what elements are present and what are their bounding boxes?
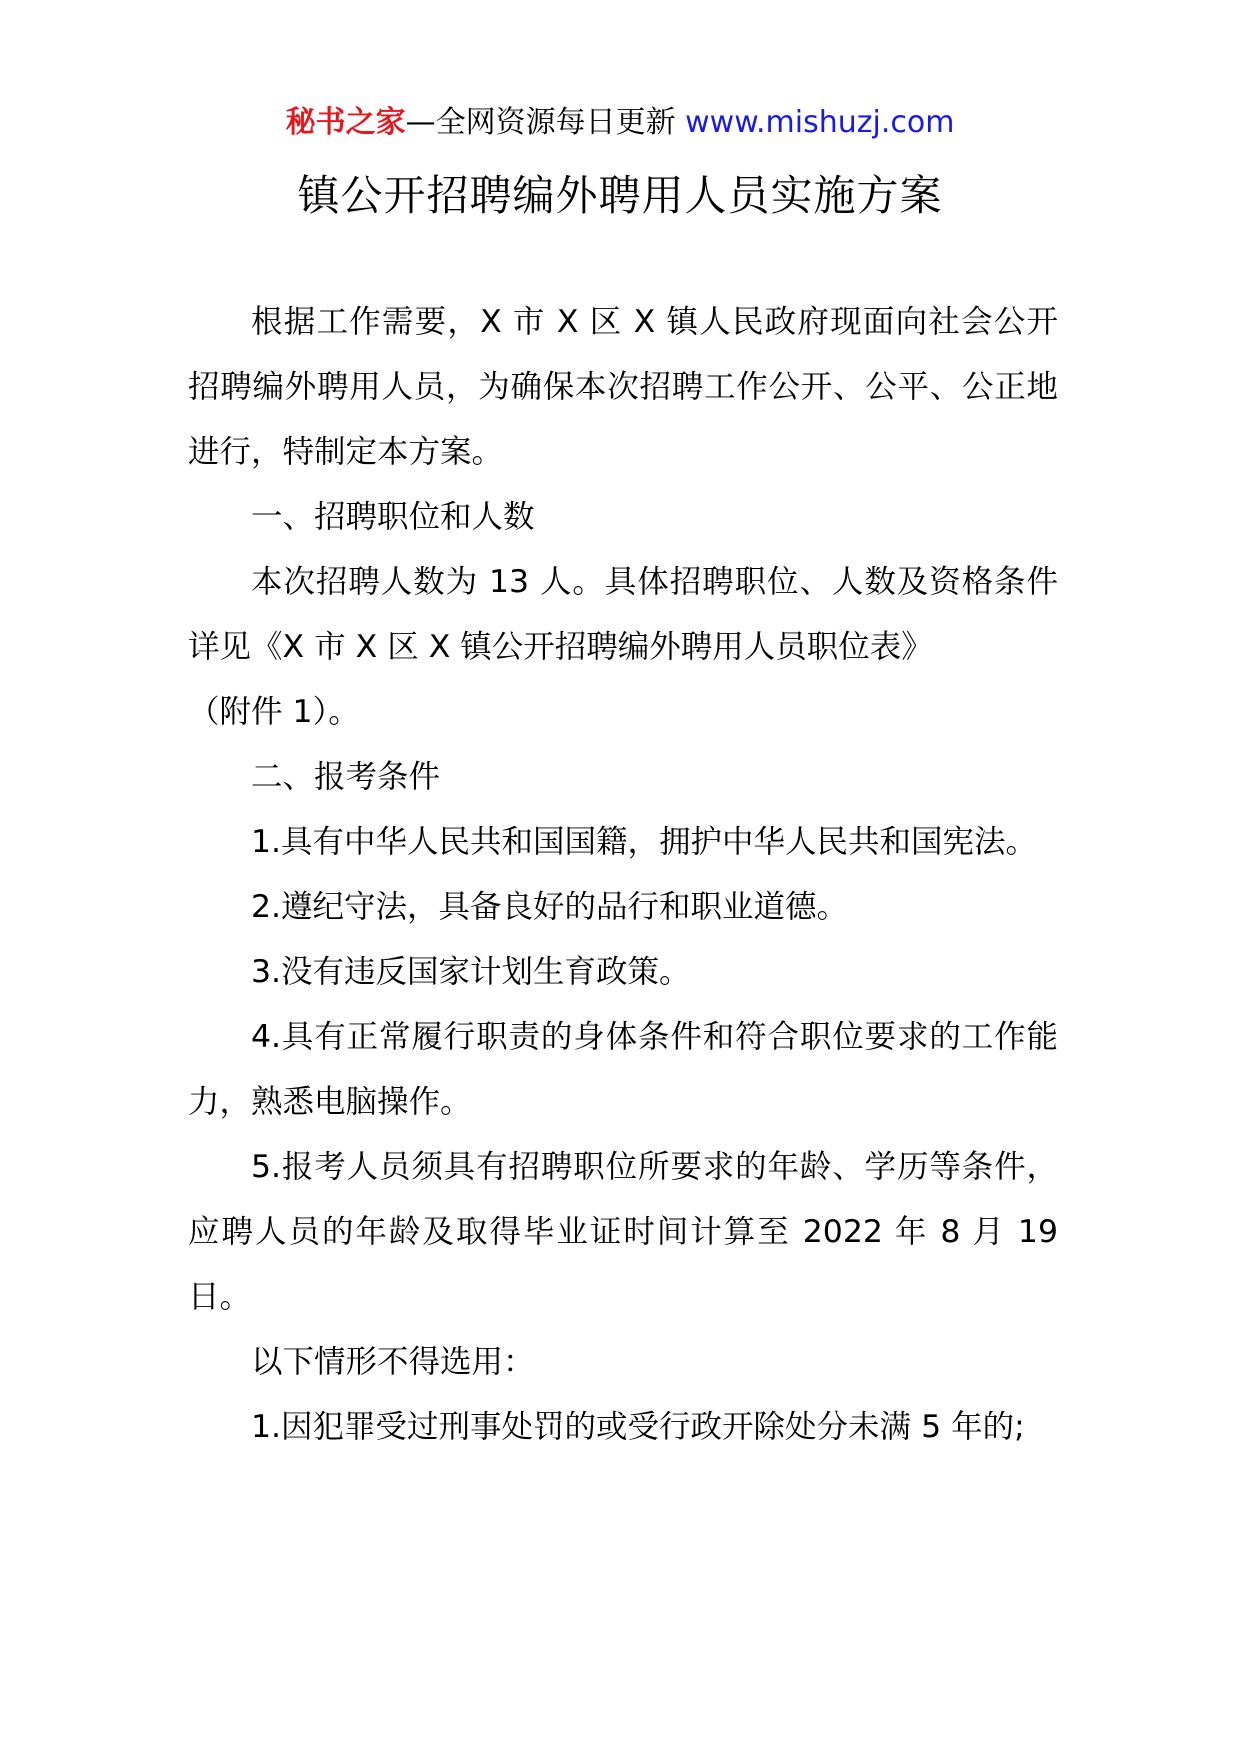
requirement-item-5: 5.报考人员须具有招聘职位所要求的年龄、学历等条件，应聘人员的年龄及取得毕业证时间计算至 2022 年 8 月 19 日。	[188, 1149, 1058, 1315]
exclusion-item-1: 1.因犯罪受过刑事处罚的或受行政开除处分未满 5 年的;	[251, 1409, 1025, 1445]
section-heading-requirements: 二、报考条件	[251, 759, 441, 795]
requirement-item-2: 2.遵纪守法，具备良好的品行和职业道德。	[251, 889, 849, 925]
attachment-note: （附件 1）。	[188, 694, 360, 730]
header-slogan: —全网资源每日更新	[405, 105, 686, 140]
requirement-item-4: 4.具有正常履行职责的身体条件和符合职位要求的工作能力，熟悉电脑操作。	[188, 1019, 1058, 1120]
section-heading-positions: 一、招聘职位和人数	[251, 499, 535, 535]
document-body	[188, 290, 1058, 1460]
brand-name: 秘书之家	[285, 105, 406, 140]
exclusion-heading: 以下情形不得选用：	[251, 1344, 535, 1380]
positions-paragraph: 本次招聘人数为 13 人。具体招聘职位、人数及资格条件详见《X 市 X 区 X 镇公开招聘编外聘用人员职位表》	[188, 564, 1058, 665]
document-title: 镇公开招聘编外聘用人员实施方案	[297, 171, 943, 220]
requirement-item-3: 3.没有违反国家计划生育政策。	[251, 954, 691, 990]
intro-paragraph: 根据工作需要，X 市 X 区 X 镇人民政府现面向社会公开招聘编外聘用人员，为确保本次招聘工作公开、公平、公正地进行，特制定本方案。	[188, 304, 1058, 470]
requirement-item-1: 1.具有中华人民共和国国籍，拥护中华人民共和国宪法。	[251, 824, 1038, 860]
site-url[interactable]: www.mishuzj.com	[685, 105, 955, 140]
site-header	[0, 101, 1240, 145]
